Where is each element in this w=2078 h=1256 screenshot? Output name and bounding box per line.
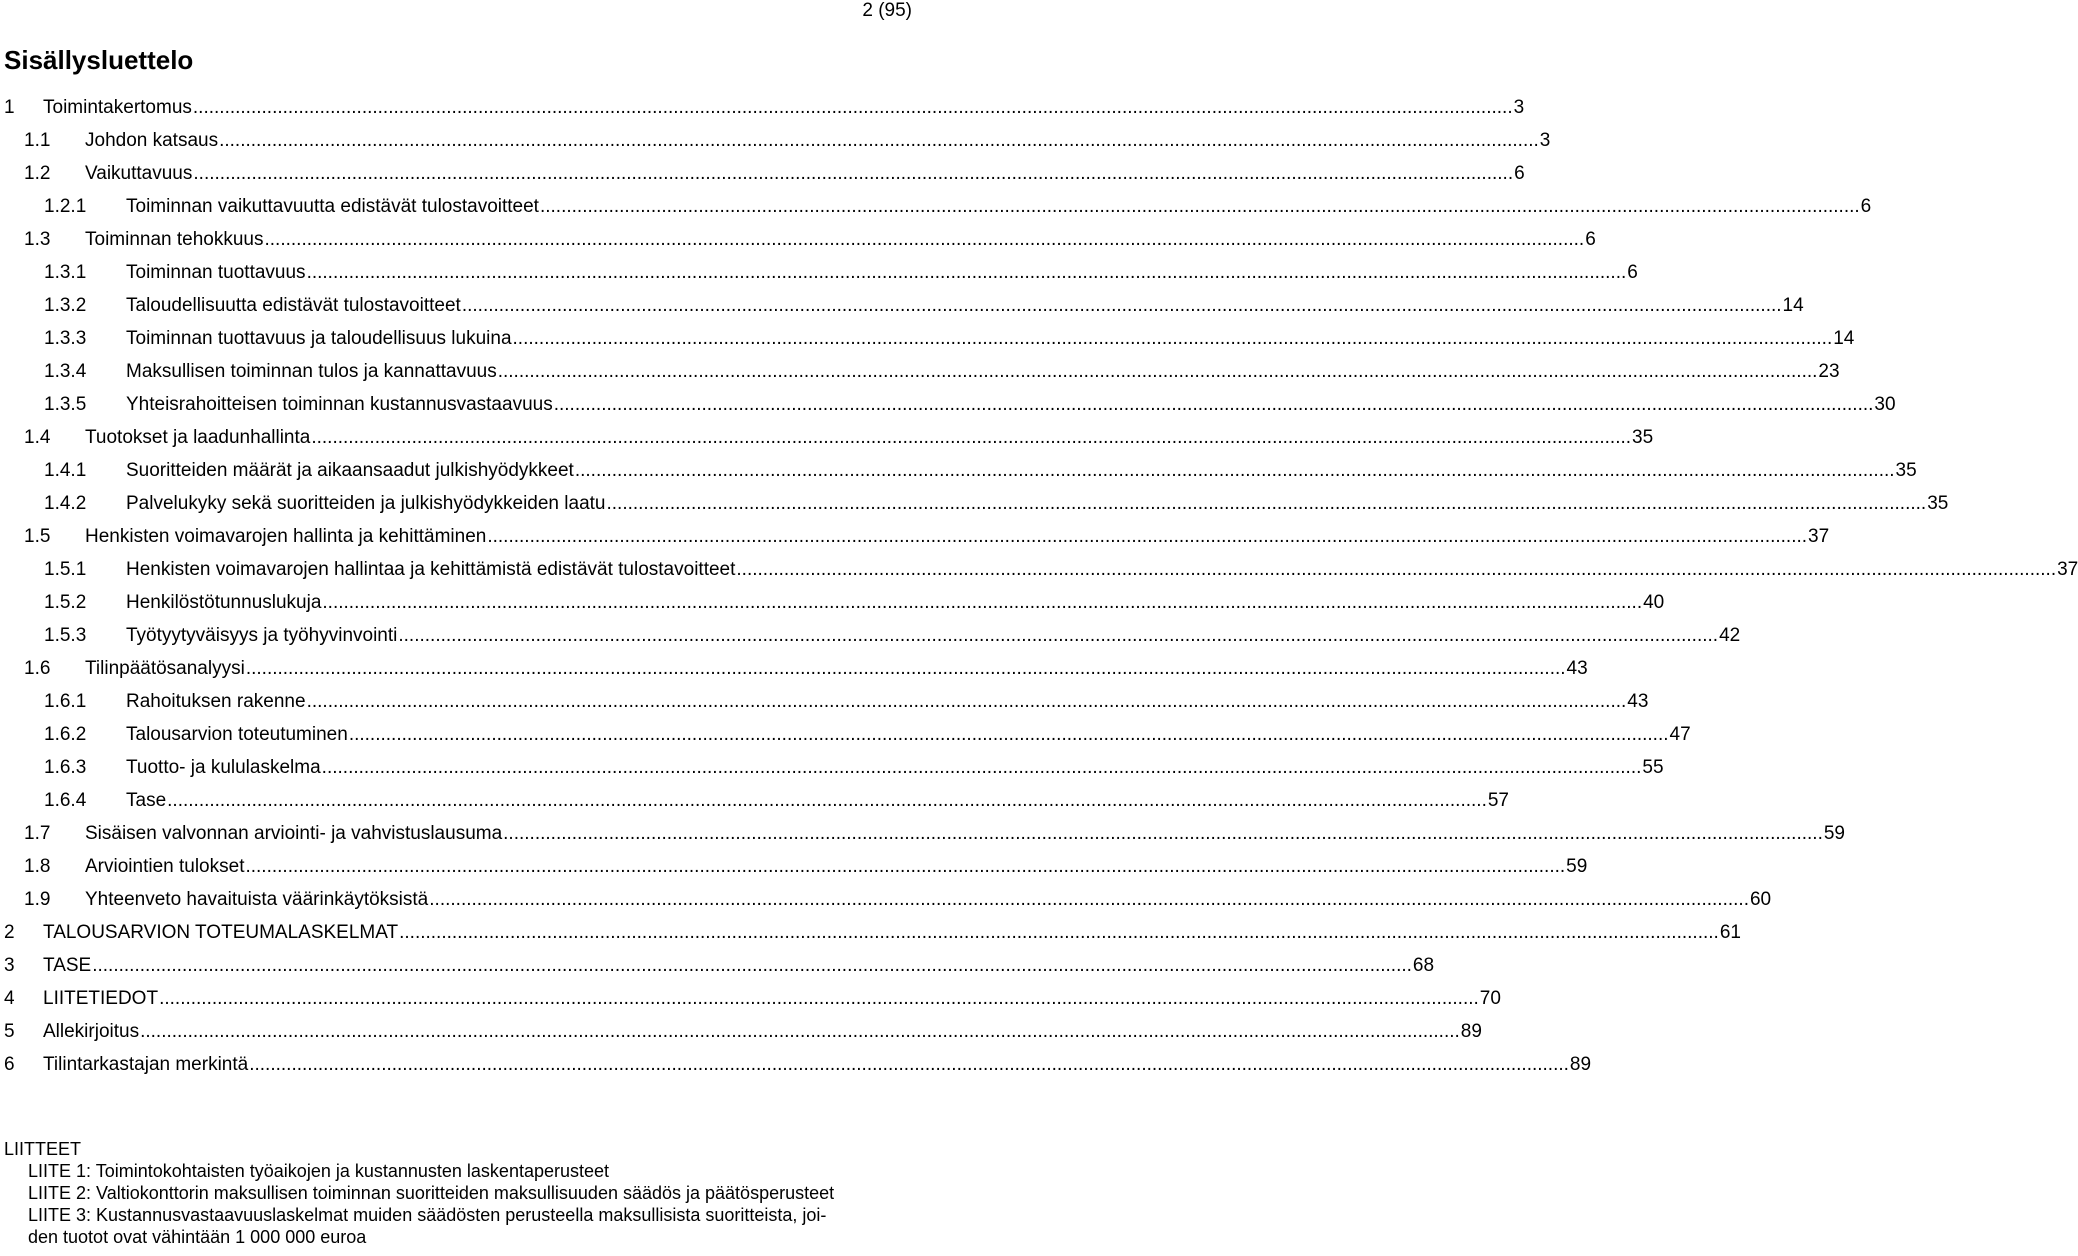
toc-entry-number: 1.6 [24, 657, 51, 679]
toc-entry-number: 1.3.3 [44, 327, 87, 349]
toc-dot-leader [503, 823, 1823, 845]
toc-entry-number: 1.5.2 [44, 591, 87, 613]
toc-entry-page: 70 [1479, 987, 1501, 1009]
toc-entry-page: 59 [1566, 855, 1588, 877]
toc-entry-number: 3 [4, 954, 15, 976]
toc-entry-number: 1.5 [24, 525, 51, 547]
toc-entry[interactable] [0, 652, 1588, 685]
toc-dot-leader [265, 229, 1585, 251]
toc-entry[interactable] [0, 256, 1638, 289]
appendix-item: LIITE 2: Valtiokonttorin maksullisen toiminnan suoritteiden maksullisuuden säädös ja päätösperusteet [28, 1183, 835, 1203]
toc-dot-leader [167, 790, 1487, 812]
toc-entry-page: 3 [1513, 96, 1525, 118]
toc-entry-page: 23 [1818, 360, 1840, 382]
toc-entry-number: 1.4.2 [44, 492, 87, 514]
toc-entry-page: 35 [1632, 426, 1654, 448]
toc-dot-leader [219, 130, 1539, 152]
toc-entry-title: Yhteenveto havaituista väärinkäytöksistä [85, 888, 429, 910]
toc-entry-title: Toiminnan tehokkuus [85, 228, 264, 250]
toc-entry[interactable] [0, 685, 1649, 718]
toc-entry[interactable] [0, 949, 1435, 982]
toc-entry-title: Rahoituksen rakenne [126, 690, 306, 712]
toc-entry-number: 1.9 [24, 888, 51, 910]
toc-entry-page: 47 [1669, 723, 1691, 745]
table-of-contents [0, 91, 2078, 1081]
toc-entry-number: 4 [4, 987, 15, 1009]
toc-entry[interactable] [0, 157, 1525, 190]
toc-entry[interactable] [0, 553, 2078, 586]
toc-entry[interactable] [0, 1015, 1482, 1048]
toc-entry-number: 1.1 [24, 129, 51, 151]
toc-entry-page: 6 [1585, 228, 1596, 250]
toc-entry-title: Toimintakertomus [43, 96, 192, 118]
toc-entry-title: Suoritteiden määrät ja aikaansaadut julkishyödykkeet [126, 459, 574, 481]
toc-entry-page: 3 [1539, 129, 1551, 151]
toc-entry-title: Maksullisen toiminnan tulos ja kannattavuus [126, 360, 497, 382]
toc-dot-leader [429, 889, 1749, 911]
toc-entry-number: 1.7 [24, 822, 51, 844]
toc-entry[interactable] [0, 850, 1588, 883]
page-number: 2 (95) [862, 0, 912, 21]
toc-entry[interactable] [0, 619, 1741, 652]
toc-entry[interactable] [0, 388, 1896, 421]
toc-entry-title: Henkisten voimavarojen hallintaa ja kehittämistä edistävät tulostavoitteet [126, 558, 736, 580]
toc-entry-number: 1.6.4 [44, 789, 87, 811]
toc-entry-title: Arviointien tulokset [85, 855, 245, 877]
toc-dot-leader [159, 988, 1479, 1010]
toc-entry-number: 1.4.1 [44, 459, 87, 481]
toc-entry-page: 55 [1642, 756, 1664, 778]
appendix-list [0, 1138, 960, 1248]
toc-entry-number: 1.6.2 [44, 723, 87, 745]
toc-entry[interactable] [0, 355, 1840, 388]
toc-entry-number: 1.6.1 [44, 690, 87, 712]
toc-entry-page: 6 [1514, 162, 1525, 184]
toc-entry-number: 1.6.3 [44, 756, 87, 778]
appendix-item: den tuotot ovat vähintään 1 000 000 euroa [28, 1227, 367, 1247]
toc-entry-number: 1.5.1 [44, 558, 87, 580]
toc-entry-title: TASE [43, 954, 92, 976]
toc-entry[interactable] [0, 487, 1949, 520]
toc-dot-leader [349, 724, 1669, 746]
toc-entry-number: 1.3.4 [44, 360, 87, 382]
toc-entry-page: 6 [1860, 195, 1872, 217]
toc-entry-title: LIITETIEDOT [43, 987, 159, 1009]
toc-entry-title: Tilintarkastajan merkintä [43, 1053, 249, 1075]
toc-entry[interactable] [0, 586, 1665, 619]
toc-entry[interactable] [0, 289, 1804, 322]
toc-entry[interactable] [0, 751, 1664, 784]
toc-entry-number: 1 [4, 96, 15, 118]
toc-entry-page: 43 [1566, 657, 1588, 679]
page-title: Sisällysluettelo [4, 45, 194, 75]
toc-entry[interactable] [0, 982, 1501, 1015]
toc-dot-leader [193, 97, 1513, 119]
toc-dot-leader [540, 196, 1860, 218]
toc-dot-leader [322, 592, 1642, 614]
toc-dot-leader [193, 163, 1513, 185]
toc-dot-leader [398, 625, 1718, 647]
toc-entry-page: 57 [1487, 789, 1509, 811]
toc-entry-page: 43 [1627, 690, 1649, 712]
toc-entry[interactable] [0, 916, 1741, 949]
toc-entry[interactable] [0, 124, 1551, 157]
toc-entry-title: Allekirjoitus [43, 1020, 140, 1042]
toc-entry-number: 1.3.5 [44, 393, 87, 415]
toc-entry-title: Palvelukyky sekä suoritteiden ja julkishyödykkeiden laatu [126, 492, 606, 514]
toc-entry-title: Vaikuttavuus [85, 162, 193, 184]
toc-entry-number: 1.5.3 [44, 624, 87, 646]
toc-entry-page: 60 [1749, 888, 1772, 910]
toc-dot-leader [307, 262, 1627, 284]
toc-entry[interactable] [0, 421, 1654, 454]
toc-entry-number: 1.3.1 [44, 261, 87, 283]
toc-entry-page: 14 [1782, 294, 1804, 316]
toc-entry-page: 30 [1874, 393, 1896, 415]
toc-dot-leader [140, 1021, 1460, 1043]
toc-entry-page: 40 [1643, 591, 1665, 613]
toc-dot-leader [736, 559, 2056, 581]
toc-dot-leader [246, 658, 1566, 680]
toc-entry-page: 89 [1569, 1053, 1592, 1075]
toc-entry[interactable] [0, 223, 1596, 256]
toc-entry-page: 35 [1895, 459, 1917, 481]
toc-entry-number: 1.2.1 [44, 195, 87, 217]
toc-entry-number: 1.8 [24, 855, 51, 877]
toc-entry-page: 37 [2057, 558, 2078, 580]
toc-dot-leader [307, 691, 1627, 713]
toc-entry-page: 37 [1808, 525, 1830, 547]
toc-dot-leader [322, 757, 1642, 779]
toc-entry-page: 42 [1719, 624, 1741, 646]
toc-entry-page: 59 [1823, 822, 1845, 844]
toc-dot-leader [399, 922, 1719, 944]
toc-entry-number: 1.4 [24, 426, 51, 448]
toc-entry[interactable] [0, 817, 1845, 850]
toc-entry-number: 2 [4, 921, 15, 943]
toc-entry[interactable] [0, 784, 1509, 817]
toc-dot-leader [575, 460, 1895, 482]
toc-entry[interactable] [0, 190, 1872, 223]
toc-dot-leader [311, 427, 1631, 449]
toc-entry-number: 1.3 [24, 228, 51, 250]
toc-entry-title: Henkilöstötunnuslukuja [126, 591, 322, 613]
toc-entry-page: 89 [1460, 1020, 1482, 1042]
toc-entry-title: Henkisten voimavarojen hallinta ja kehittäminen [85, 525, 487, 547]
toc-entry-title: Työtyytyväisyys ja työhyvinvointi [126, 624, 398, 646]
toc-entry[interactable] [0, 91, 1525, 124]
toc-dot-leader [462, 295, 1782, 317]
toc-entry-page: 35 [1927, 492, 1949, 514]
toc-entry-title: TALOUSARVION TOTEUMALASKELMAT [43, 921, 399, 943]
appendix-heading: LIITTEET [4, 1139, 82, 1159]
toc-entry[interactable] [0, 718, 1691, 751]
toc-entry-number: 5 [4, 1020, 15, 1042]
toc-entry[interactable] [0, 520, 1830, 553]
toc-dot-leader [487, 526, 1807, 548]
toc-entry-title: Tilinpäätösanalyysi [85, 657, 245, 679]
toc-dot-leader [249, 1054, 1569, 1076]
toc-entry[interactable] [0, 454, 1917, 487]
toc-entry-number: 6 [4, 1053, 15, 1075]
toc-entry-title: Talousarvion toteutuminen [126, 723, 348, 745]
toc-entry-title: Johdon katsaus [85, 129, 219, 151]
toc-dot-leader [513, 328, 1833, 350]
toc-entry-page: 68 [1412, 954, 1435, 976]
toc-entry-page: 14 [1833, 327, 1855, 349]
toc-entry-title: Sisäisen valvonnan arviointi- ja vahvistuslausuma [85, 822, 503, 844]
toc-entry[interactable] [0, 883, 1772, 916]
toc-entry-title: Toiminnan tuottavuus [126, 261, 306, 283]
toc-dot-leader [606, 493, 1926, 515]
toc-entry-page: 6 [1627, 261, 1638, 283]
toc-entry[interactable] [0, 1048, 1592, 1081]
toc-dot-leader [554, 394, 1874, 416]
toc-entry-title: Tuotokset ja laadunhallinta [85, 426, 311, 448]
toc-entry-title: Tase [126, 789, 167, 811]
toc-entry-title: Toiminnan vaikuttavuutta edistävät tulostavoitteet [126, 195, 539, 217]
toc-entry[interactable] [0, 322, 1855, 355]
appendix-item: LIITE 1: Toimintokohtaisten työaikojen ja kustannusten laskentaperusteet [28, 1161, 610, 1181]
toc-dot-leader [92, 955, 1412, 977]
toc-entry-number: 1.3.2 [44, 294, 87, 316]
toc-entry-number: 1.2 [24, 162, 51, 184]
toc-entry-title: Yhteisrahoitteisen toiminnan kustannusvastaavuus [126, 393, 553, 415]
toc-entry-title: Toiminnan tuottavuus ja taloudellisuus lukuina [126, 327, 512, 349]
toc-dot-leader [498, 361, 1818, 383]
toc-entry-title: Taloudellisuutta edistävät tulostavoitteet [126, 294, 461, 316]
toc-entry-title: Tuotto- ja kululaskelma [126, 756, 321, 778]
toc-entry-page: 61 [1719, 921, 1741, 943]
appendix-item: LIITE 3: Kustannusvastaavuuslaskelmat muiden säädösten perusteella maksullisista suoritteista, joi- [28, 1205, 827, 1225]
toc-dot-leader [245, 856, 1565, 878]
